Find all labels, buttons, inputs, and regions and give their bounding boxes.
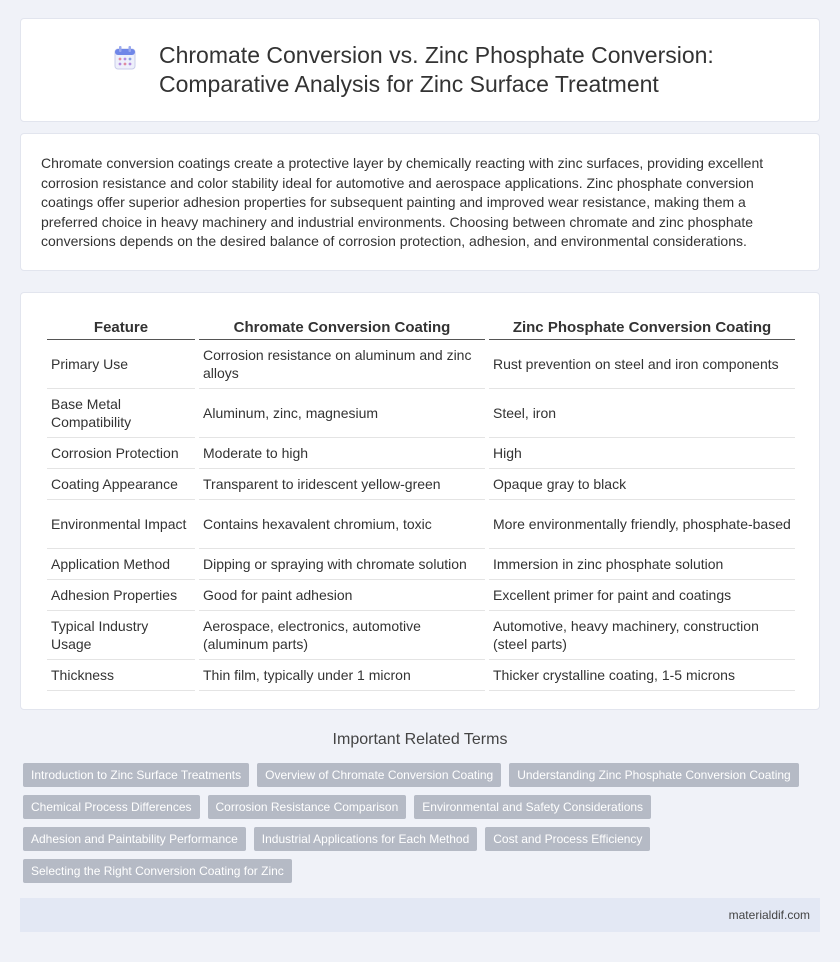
- feature-cell: Primary Use: [47, 340, 195, 389]
- related-term-tag[interactable]: Corrosion Resistance Comparison: [208, 795, 407, 819]
- table-header-row: [47, 315, 795, 340]
- zinc-phosphate-cell: Thicker crystalline coating, 1-5 microns: [489, 660, 795, 691]
- feature-cell: Typical Industry Usage: [47, 611, 195, 660]
- page-title: Chromate Conversion vs. Zinc Phosphate Conversion: Comparative Analysis for Zinc Surface Treatment: [159, 42, 714, 97]
- title-card: [20, 18, 820, 122]
- feature-cell: Base Metal Compatibility: [47, 389, 195, 438]
- table-row: [47, 549, 795, 580]
- chromate-cell: Good for paint adhesion: [199, 580, 485, 611]
- zinc-phosphate-cell: Opaque gray to black: [489, 469, 795, 500]
- footer: [20, 898, 820, 932]
- feature-cell: Thickness: [47, 660, 195, 691]
- related-term-tag[interactable]: Overview of Chromate Conversion Coating: [257, 763, 501, 787]
- footer-site-link[interactable]: materialdif.com: [728, 908, 810, 922]
- comparison-table: [43, 315, 799, 691]
- related-term-tag[interactable]: Cost and Process Efficiency: [485, 827, 650, 851]
- table-row: [47, 660, 795, 691]
- header-chromate: Chromate Conversion Coating: [199, 315, 485, 340]
- header-feature: Feature: [47, 315, 195, 340]
- table-row: [47, 500, 795, 549]
- table-row: [47, 469, 795, 500]
- table-row: [47, 438, 795, 469]
- related-term-tag[interactable]: Adhesion and Paintability Performance: [23, 827, 246, 851]
- table-row: [47, 580, 795, 611]
- related-term-tag[interactable]: Selecting the Right Conversion Coating for Zinc: [23, 859, 292, 883]
- zinc-phosphate-cell: Automotive, heavy machinery, construction (steel parts): [489, 611, 795, 660]
- related-term-tag[interactable]: Industrial Applications for Each Method: [254, 827, 477, 851]
- intro-paragraph: Chromate conversion coatings create a protective layer by chemically reacting with zinc surfaces, providing excellent corrosion resistance and color stability ideal for automotive and aerospace applications. Zinc phosphate conversion coatings offer superior adhesion properties for subsequent painting and improved wear resistance, making them a preferred choice in heavy machinery and industrial environments. Choosing between chromate and zinc phosphate conversions depends on the desired balance of corrosion protection, adhesion, and environmental considerations.: [41, 155, 764, 249]
- feature-cell: Adhesion Properties: [47, 580, 195, 611]
- related-terms-list: [23, 763, 803, 883]
- zinc-phosphate-cell: Immersion in zinc phosphate solution: [489, 549, 795, 580]
- chromate-cell: Thin film, typically under 1 micron: [199, 660, 485, 691]
- zinc-phosphate-cell: High: [489, 438, 795, 469]
- intro-card: [20, 133, 820, 271]
- zinc-phosphate-cell: More environmentally friendly, phosphate-based: [489, 500, 795, 549]
- chromate-cell: Aerospace, electronics, automotive (aluminum parts): [199, 611, 485, 660]
- table-row: [47, 611, 795, 660]
- header-zinc-phosphate: Zinc Phosphate Conversion Coating: [489, 315, 795, 340]
- chromate-cell: Moderate to high: [199, 438, 485, 469]
- related-term-tag[interactable]: Environmental and Safety Considerations: [414, 795, 651, 819]
- calendar-icon: [114, 46, 136, 70]
- chromate-cell: Transparent to iridescent yellow-green: [199, 469, 485, 500]
- related-term-tag[interactable]: Introduction to Zinc Surface Treatments: [23, 763, 249, 787]
- feature-cell: Environmental Impact: [47, 500, 195, 549]
- chromate-cell: Contains hexavalent chromium, toxic: [199, 500, 485, 549]
- feature-cell: Coating Appearance: [47, 469, 195, 500]
- chromate-cell: Corrosion resistance on aluminum and zinc alloys: [199, 340, 485, 389]
- zinc-phosphate-cell: Excellent primer for paint and coatings: [489, 580, 795, 611]
- table-row: [47, 340, 795, 389]
- comparison-card: [20, 292, 820, 710]
- related-term-tag[interactable]: Chemical Process Differences: [23, 795, 200, 819]
- chromate-cell: Aluminum, zinc, magnesium: [199, 389, 485, 438]
- zinc-phosphate-cell: Rust prevention on steel and iron components: [489, 340, 795, 389]
- table-row: [47, 389, 795, 438]
- related-term-tag[interactable]: Understanding Zinc Phosphate Conversion Coating: [509, 763, 799, 787]
- related-terms-heading: Important Related Terms: [332, 731, 508, 748]
- zinc-phosphate-cell: Steel, iron: [489, 389, 795, 438]
- feature-cell: Application Method: [47, 549, 195, 580]
- feature-cell: Corrosion Protection: [47, 438, 195, 469]
- chromate-cell: Dipping or spraying with chromate solution: [199, 549, 485, 580]
